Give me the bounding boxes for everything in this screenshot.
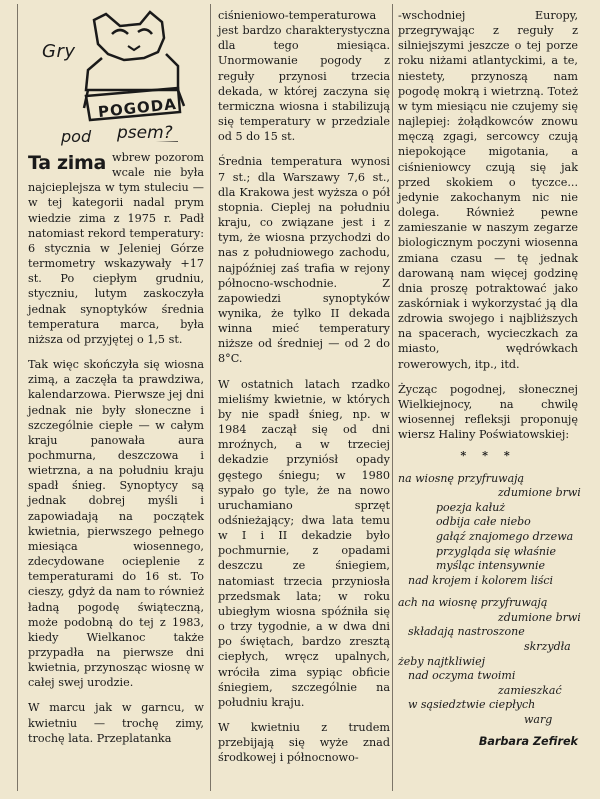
- logo-word-pogoda: POGODA: [97, 94, 178, 122]
- poem-line: ach na wiosnę przyfruwają: [398, 596, 548, 610]
- paragraph-text: wbrew pozorom wcale nie była najcieplejsza w tym stuleciu — w tej kategorii nadal prym wiedzie zima z 1975 r. Padł natomiast rekord temperatury: 6 stycznia w Jeleniej Górze termometry wskazywały +17 st. Po ciepłym grudniu, styczniu, lutym zaskoczyła jednak synoptyków średnia temperatura marca, była niższa od przyjętej o 1,5 st.: [28, 151, 204, 346]
- poem-line: w sąsiedztwie ciepłych: [408, 698, 536, 712]
- poem-line: na wiosnę przyfruwają: [398, 471, 525, 485]
- poem-line: nad krojem i kolorem liści: [408, 573, 554, 587]
- logo-word-pod: pod: [61, 127, 92, 146]
- poem-separator: * * *: [460, 448, 516, 463]
- poem: [398, 471, 581, 728]
- paragraph: Tak więc skończyła się wiosna zimą, a zaczęła ta prawdziwa, kalendarzowa. Pierwsze jej dni jednak nie były słoneczne i szczególnie ciepłe — w całym kraju panowała aura pochmurna, deszczowa i wietrzna, a na południu kraju spadł śnieg. Synoptycy są jednak dobrej myśli i zapowiadają na początek kwietnia, pierwszego pełnego miesiąca wiosennego, zdecydowane ocieplenie z temperaturami do 16 st. To cieszy, gdyż da nam to również ładną pogodę świąteczną, może podobną do tej z 1983, kiedy Wielkanoc także przypadła na pierwsze dni kwietnia, przynosząc wiosnę w całej swej urodzie.: [28, 358, 204, 690]
- column-rule-right: [392, 4, 393, 791]
- poem-line: składają nastroszone: [408, 625, 525, 639]
- paragraph: W marcu jak w garncu, w kwietniu — trochę zimy, trochę lata. Przeplatanka: [28, 701, 204, 745]
- column-rule-left: [17, 4, 18, 791]
- poem-line: poezja kałuż: [436, 500, 506, 514]
- poem-line: przygląda się właśnie: [436, 544, 556, 558]
- paragraph: [28, 150, 204, 347]
- column-logo: [28, 8, 204, 146]
- paragraph: -wschodniej Europy, przegrywając z reguły z silniejszymi jeszcze o tej porze roku niżami atlantyckimi, a te, niestety, przynoszą nam pogodę mokrą i wietrzną. Toteż w tym miesiącu nie czujemy się najlepiej: żołądkowców znowu męczą zgagi, sercowcy czują niepokojące migotania, a ciśnieniowcy czują się jak przed skokiem o tyczce... jedynie zakochanym nic nie dolega. Również pewne zamieszanie w naszym zegarze biologicznym poczyni wiosenna zmiana czasu — tę jednak darowaną nam więcej godzinę dnia proszę potraktować jako zaskórniak i wykorzystać ją dla zdrowia swojego i najbliższych na spacerach, wycieczkach za miasto, wędrówkach rowerowych, itp., itd.: [398, 9, 578, 371]
- paragraph: Średnia temperatura wynosi 7 st.; dla Warszawy 7,6 st., dla Krakowa jest wyższa o pół stopnia. Cieplej na południu kraju, co związane jest i z tym, że wiosna przychodzi do nas z południowego zachodu, najpóźniej zaś trafia w rejony północno-wschodnie. Z zapowiedzi synoptyków wynika, że tylko II dekada winna mieć temperatury niższe od średniej — od 2 do 8°C.: [218, 155, 390, 366]
- paragraph: Życząc pogodnej, słonecznej Wielkiejnocy, na chwilę wiosennej refleksji proponuję wiersz Haliny Poświatowskiej:: [398, 382, 578, 442]
- poem-line: nad oczyma twoimi: [408, 669, 516, 683]
- author-signature: Barbara Zefirek: [478, 734, 578, 748]
- article-column-1: [28, 8, 204, 793]
- paragraph: ciśnieniowo-temperaturowa jest bardzo charakterystyczna dla tego miesiąca. Unormowanie pogody z reguły przynosi trzecia dekada, w której zaczyna się termiczna wiosna i stabilizują się temperatury w przedziale od 5 do 15 st.: [218, 9, 390, 144]
- logo-word-gry: Gry: [42, 41, 76, 62]
- poem-line: gałąź znajomego drzewa: [436, 529, 574, 543]
- article-column-2: [218, 8, 390, 793]
- logo-word-psem: psem?: [117, 123, 173, 143]
- poem-line: skrzydła: [524, 640, 571, 654]
- poem-line: odbija całe niebo: [436, 515, 531, 529]
- paragraph: W ostatnich latach rzadko mieliśmy kwietnie, w których by nie spadł śnieg, np. w 1984 zaczął się od dni mroźnych, a w trzeciej dekadzie przyniósł opady gęstego śniegu; w 1980 sypało go tyle, że na nowo uruchamiano sprzęt odśnieżający; dwa lata temu w I i II dekadzie było pochmurnie, z opadami deszczu ze śniegiem, natomiast trzecia przyniosła przedsmak lata; w roku ubiegłym wiosna spóźniła się o trzy tygodnie, a w dwa dni po świętach, bardzo zresztą ciepłych, wręcz upalnych, wróciła zima sypiąc obficie śniegiem, szczególnie na południu kraju.: [218, 377, 390, 709]
- poem-line: zamieszkać: [498, 683, 562, 697]
- poem-line: żeby najtkliwiej: [398, 654, 486, 668]
- poem-line: warg: [524, 713, 553, 727]
- article-column-3: [398, 8, 581, 793]
- poem-line: zdumione brwi: [498, 610, 581, 624]
- poem-line: zdumione brwi: [498, 486, 581, 500]
- column-rule-middle: [210, 4, 211, 791]
- lead-word: Ta zima: [28, 152, 107, 174]
- paragraph: W kwietniu z trudem przebijają się wyże znad środkowej i północnowo-: [218, 721, 390, 765]
- cat-weather-icon: [28, 8, 204, 146]
- poem-line: myśląc intensywnie: [436, 559, 546, 573]
